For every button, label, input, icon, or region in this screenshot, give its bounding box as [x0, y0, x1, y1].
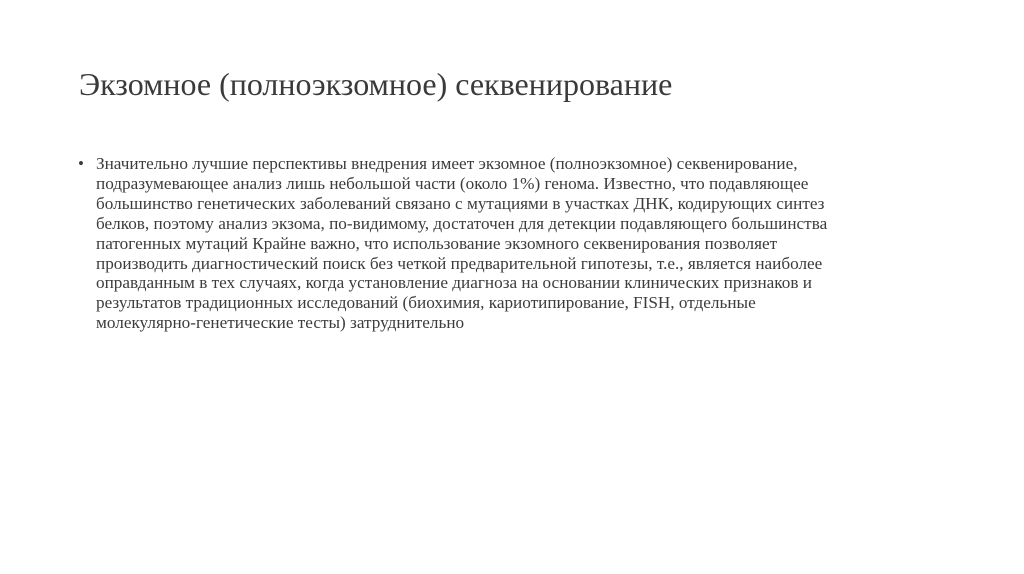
bullet-text-line: большинство генетических заболеваний связано с мутациями в участках ДНК, кодирующих синтез	[96, 193, 825, 213]
bullet-text-line: белков, поэтому анализ экзома, по-видимому, достаточен для детекции подавляющего большинства	[96, 213, 828, 233]
bullet-text-line: Значительно лучшие перспективы внедрения имеет экзомное (полноэкзомное) секвенирование,	[96, 154, 798, 173]
bullet-text-line: оправданным в тех случаях, когда установление диагноза на основании клинических признаков и	[96, 273, 812, 293]
bullet-marker: •	[78, 154, 84, 173]
bullet-text-line: молекулярно-генетические тесты) затруднительно	[96, 313, 465, 333]
bullet-text-line: патогенных мутаций Крайне важно, что использование экзомного секвенирования позволяет	[96, 233, 778, 253]
bullet-text-line: подразумевающее анализ лишь небольшой части (около 1%) генома. Известно, что подавляющее	[96, 173, 809, 193]
bullet-item	[78, 154, 938, 333]
bullet-text-line: результатов традиционных исследований (биохимия, кариотипирование, FISH, отдельные	[96, 293, 756, 313]
slide-title: Экзомное (полноэкзомное) секвенирование	[79, 66, 673, 102]
bullet-text-line: производить диагностический поиск без четкой предварительной гипотезы, т.е., является наиболее	[96, 253, 823, 273]
bullet-list	[78, 154, 938, 333]
